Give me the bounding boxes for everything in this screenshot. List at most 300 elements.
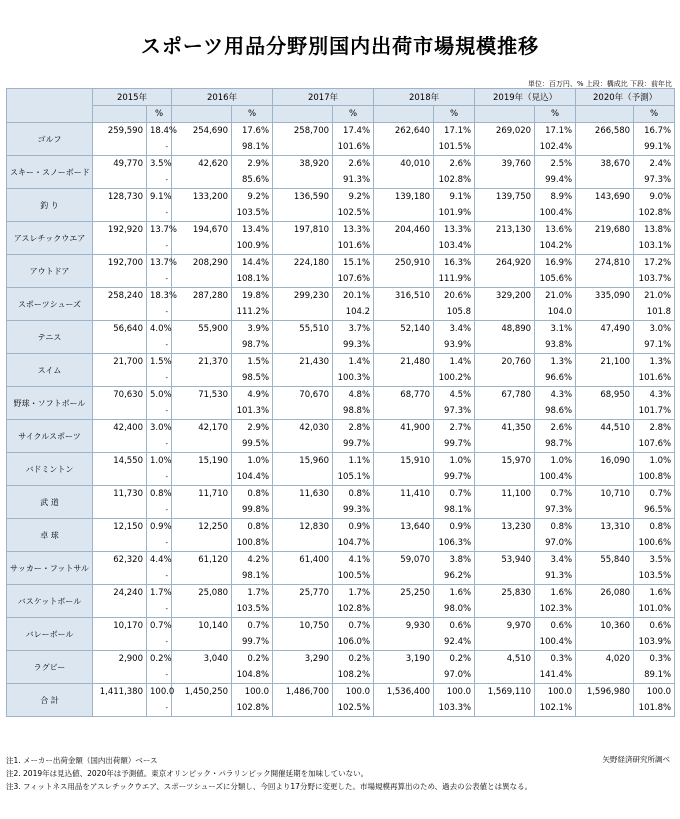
category-name: アウトドア: [7, 255, 93, 288]
market-value: 70,670: [273, 387, 333, 404]
empty-cell: [273, 568, 333, 585]
share-value: 9.0%: [634, 189, 675, 206]
share-value: 17.4%: [333, 123, 374, 140]
market-value: 71,530: [172, 387, 232, 404]
empty-cell: [93, 436, 147, 453]
share-value: 100.0: [434, 684, 475, 701]
yoy-value: 97.0%: [535, 535, 576, 552]
yoy-value: 101.7%: [634, 403, 675, 420]
yoy-value: 104.2: [333, 304, 374, 321]
market-value: 21,370: [172, 354, 232, 371]
market-value: 219,680: [576, 222, 634, 239]
share-value: 17.1%: [535, 123, 576, 140]
yoy-value: 141.4%: [535, 667, 576, 684]
table-row-yoy: [7, 634, 675, 651]
share-value: 2.8%: [333, 420, 374, 437]
empty-cell: [374, 568, 434, 585]
empty-cell: [273, 403, 333, 420]
table-row: [7, 486, 675, 503]
empty-cell: [93, 403, 147, 420]
yoy-value: 100.3%: [333, 370, 374, 387]
market-value: 61,120: [172, 552, 232, 569]
market-value: 194,670: [172, 222, 232, 239]
yoy-value: 96.2%: [434, 568, 475, 585]
pct-subheader: %: [634, 106, 675, 123]
pct-subheader: %: [434, 106, 475, 123]
market-value: 250,910: [374, 255, 434, 272]
share-value: 13.7%: [147, 222, 172, 239]
yoy-value: 96.5%: [634, 502, 675, 519]
share-value: 2.6%: [535, 420, 576, 437]
market-value: 316,510: [374, 288, 434, 305]
yoy-value: 106.3%: [434, 535, 475, 552]
empty-cell: [576, 172, 634, 189]
share-value: 0.8%: [232, 519, 273, 536]
market-value: 128,730: [93, 189, 147, 206]
yoy-value: 101.9%: [434, 205, 475, 222]
market-value: 47,490: [576, 321, 634, 338]
empty-cell: [576, 436, 634, 453]
market-value: 55,840: [576, 552, 634, 569]
yoy-value: 111.2%: [232, 304, 273, 321]
table-row: [7, 255, 675, 272]
yoy-value: 102.1%: [535, 700, 576, 717]
share-value: 2.7%: [434, 420, 475, 437]
market-value: 4,510: [475, 651, 535, 668]
pct-subheader: %: [333, 106, 374, 123]
market-value: 25,830: [475, 585, 535, 602]
empty-cell: [374, 502, 434, 519]
empty-cell: [172, 469, 232, 486]
yoy-value: 91.3%: [535, 568, 576, 585]
empty-cell: [576, 568, 634, 585]
share-value: 15.1%: [333, 255, 374, 272]
market-value: 262,640: [374, 123, 434, 140]
empty-cell: [93, 469, 147, 486]
share-value: 13.7%: [147, 255, 172, 272]
share-value: 1.4%: [333, 354, 374, 371]
share-value: 0.2%: [232, 651, 273, 668]
table-row: [7, 189, 675, 206]
yoy-value: 103.5%: [232, 601, 273, 618]
empty-cell: [374, 139, 434, 156]
table-row: [7, 585, 675, 602]
yoy-value: 97.3%: [634, 172, 675, 189]
source-credit: 矢野経済研究所調べ: [602, 755, 670, 764]
note-3: 注3. フィットネス用品をアスレチックウエア、スポーツシューズに分類し、今回より17分野に変更した。市場規模再算出のため、過去の公表値とは異なる。: [6, 782, 533, 791]
empty-cell: [576, 535, 634, 552]
share-value: 17.2%: [634, 255, 675, 272]
yoy-value: 102.8%: [634, 205, 675, 222]
empty-cell: [374, 667, 434, 684]
market-value: 11,730: [93, 486, 147, 503]
empty-cell: [576, 337, 634, 354]
share-value: 0.8%: [333, 486, 374, 503]
empty-cell: [475, 502, 535, 519]
category-name: テニス: [7, 321, 93, 354]
yoy-value: 102.8%: [333, 601, 374, 618]
table-row-yoy: [7, 205, 675, 222]
market-value: 143,690: [576, 189, 634, 206]
category-name: ラグビー: [7, 651, 93, 684]
empty-cell: [273, 271, 333, 288]
value-subheader: [273, 106, 333, 123]
empty-cell: [172, 667, 232, 684]
category-name: 合 計: [7, 684, 93, 717]
yoy-value: -: [147, 502, 172, 519]
category-name: 野球・ソフトボール: [7, 387, 93, 420]
market-value: 20,760: [475, 354, 535, 371]
empty-cell: [93, 601, 147, 618]
empty-cell: [172, 601, 232, 618]
market-value: 26,080: [576, 585, 634, 602]
market-value: 258,700: [273, 123, 333, 140]
table-row-yoy: [7, 403, 675, 420]
share-value: 3.0%: [634, 321, 675, 338]
share-value: 13.8%: [634, 222, 675, 239]
market-table: [6, 88, 675, 717]
pct-subheader: %: [147, 106, 172, 123]
category-name: 武 道: [7, 486, 93, 519]
table-row: [7, 519, 675, 536]
empty-cell: [475, 634, 535, 651]
category-name: サッカー・フットサル: [7, 552, 93, 585]
yoy-value: -: [147, 634, 172, 651]
table-row: [7, 354, 675, 371]
empty-cell: [374, 205, 434, 222]
table-row-yoy: [7, 535, 675, 552]
empty-cell: [273, 172, 333, 189]
yoy-value: 102.5%: [333, 700, 374, 717]
empty-cell: [273, 370, 333, 387]
table-row: [7, 123, 675, 140]
share-value: 13.6%: [535, 222, 576, 239]
market-value: 133,200: [172, 189, 232, 206]
yoy-value: 104.4%: [232, 469, 273, 486]
empty-cell: [172, 535, 232, 552]
market-value: 53,940: [475, 552, 535, 569]
market-value: 42,400: [93, 420, 147, 437]
market-value: 11,710: [172, 486, 232, 503]
market-value: 254,690: [172, 123, 232, 140]
pct-subheader: %: [535, 106, 576, 123]
category-name: バスケットボール: [7, 585, 93, 618]
yoy-value: 100.4%: [535, 205, 576, 222]
yoy-value: 104.2%: [535, 238, 576, 255]
share-value: 14.4%: [232, 255, 273, 272]
market-value: 11,410: [374, 486, 434, 503]
pct-subheader: %: [232, 106, 273, 123]
table-row: [7, 156, 675, 173]
yoy-value: 105.6%: [535, 271, 576, 288]
market-value: 24,240: [93, 585, 147, 602]
yoy-value: -: [147, 469, 172, 486]
share-value: 100.0: [634, 684, 675, 701]
yoy-value: 100.2%: [434, 370, 475, 387]
market-value: 10,170: [93, 618, 147, 635]
share-value: 0.8%: [232, 486, 273, 503]
market-value: 224,180: [273, 255, 333, 272]
market-value: 10,710: [576, 486, 634, 503]
share-value: 0.9%: [434, 519, 475, 536]
market-value: 3,290: [273, 651, 333, 668]
empty-cell: [374, 271, 434, 288]
market-value: 139,180: [374, 189, 434, 206]
share-value: 0.7%: [333, 618, 374, 635]
empty-cell: [172, 634, 232, 651]
share-value: 0.2%: [434, 651, 475, 668]
share-value: 1.6%: [634, 585, 675, 602]
yoy-value: 96.6%: [535, 370, 576, 387]
category-name: バレーボール: [7, 618, 93, 651]
market-value: 55,900: [172, 321, 232, 338]
yoy-value: 103.1%: [634, 238, 675, 255]
yoy-value: -: [147, 370, 172, 387]
share-value: 3.7%: [333, 321, 374, 338]
share-value: 0.8%: [535, 519, 576, 536]
market-value: 42,030: [273, 420, 333, 437]
yoy-value: -: [147, 271, 172, 288]
share-value: 3.1%: [535, 321, 576, 338]
market-value: 13,310: [576, 519, 634, 536]
market-value: 1,450,250: [172, 684, 232, 701]
share-value: 100.0: [333, 684, 374, 701]
share-value: 0.7%: [535, 486, 576, 503]
share-value: 3.0%: [147, 420, 172, 437]
empty-cell: [576, 370, 634, 387]
yoy-value: -: [147, 337, 172, 354]
category-name: 卓 球: [7, 519, 93, 552]
yoy-value: 97.3%: [535, 502, 576, 519]
yoy-value: 85.6%: [232, 172, 273, 189]
empty-cell: [374, 469, 434, 486]
share-value: 1.3%: [634, 354, 675, 371]
yoy-value: 99.7%: [434, 436, 475, 453]
share-value: 1.0%: [634, 453, 675, 470]
market-value: 68,950: [576, 387, 634, 404]
empty-cell: [475, 667, 535, 684]
empty-cell: [576, 667, 634, 684]
share-value: 3.9%: [232, 321, 273, 338]
share-value: 1.0%: [232, 453, 273, 470]
share-value: 9.1%: [147, 189, 172, 206]
market-value: 266,580: [576, 123, 634, 140]
yoy-value: 89.1%: [634, 667, 675, 684]
table-row: [7, 222, 675, 239]
empty-cell: [93, 502, 147, 519]
yoy-value: 102.3%: [535, 601, 576, 618]
yoy-value: 102.5%: [333, 205, 374, 222]
share-value: 18.3%: [147, 288, 172, 305]
yoy-value: 93.9%: [434, 337, 475, 354]
share-value: 20.1%: [333, 288, 374, 305]
empty-cell: [576, 205, 634, 222]
empty-cell: [475, 568, 535, 585]
market-value: 11,630: [273, 486, 333, 503]
share-value: 0.6%: [634, 618, 675, 635]
yoy-value: 93.8%: [535, 337, 576, 354]
yoy-value: 104.0: [535, 304, 576, 321]
table-row: [7, 321, 675, 338]
share-value: 100.0: [147, 684, 172, 701]
share-value: 3.8%: [434, 552, 475, 569]
market-value: 3,040: [172, 651, 232, 668]
yoy-value: 103.5%: [232, 205, 273, 222]
share-value: 2.6%: [333, 156, 374, 173]
table-row-yoy: [7, 370, 675, 387]
yoy-value: 97.0%: [434, 667, 475, 684]
empty-cell: [273, 634, 333, 651]
market-value: 16,090: [576, 453, 634, 470]
table-row-yoy: [7, 238, 675, 255]
empty-cell: [475, 370, 535, 387]
yoy-value: 102.8%: [434, 172, 475, 189]
share-value: 17.1%: [434, 123, 475, 140]
table-row-yoy: [7, 139, 675, 156]
market-value: 269,020: [475, 123, 535, 140]
market-value: 264,920: [475, 255, 535, 272]
empty-cell: [273, 238, 333, 255]
share-value: 9.1%: [434, 189, 475, 206]
empty-cell: [374, 337, 434, 354]
market-value: 40,010: [374, 156, 434, 173]
empty-cell: [576, 304, 634, 321]
market-value: 10,360: [576, 618, 634, 635]
share-value: 17.6%: [232, 123, 273, 140]
category-name: ゴルフ: [7, 123, 93, 156]
share-value: 4.0%: [147, 321, 172, 338]
empty-cell: [93, 667, 147, 684]
market-value: 9,970: [475, 618, 535, 635]
year-header: 2017年: [273, 89, 374, 106]
yoy-value: 101.8%: [634, 700, 675, 717]
empty-cell: [475, 535, 535, 552]
empty-cell: [273, 535, 333, 552]
share-value: 1.5%: [232, 354, 273, 371]
share-value: 1.0%: [147, 453, 172, 470]
share-value: 4.1%: [333, 552, 374, 569]
empty-cell: [475, 304, 535, 321]
table-row-yoy: [7, 304, 675, 321]
market-value: 48,890: [475, 321, 535, 338]
market-value: 335,090: [576, 288, 634, 305]
share-value: 4.5%: [434, 387, 475, 404]
empty-cell: [374, 436, 434, 453]
share-value: 0.3%: [634, 651, 675, 668]
yoy-value: 91.3%: [333, 172, 374, 189]
empty-cell: [172, 568, 232, 585]
yoy-value: -: [147, 172, 172, 189]
empty-cell: [93, 634, 147, 651]
market-value: 192,920: [93, 222, 147, 239]
empty-cell: [374, 403, 434, 420]
yoy-value: 99.4%: [535, 172, 576, 189]
market-value: 70,630: [93, 387, 147, 404]
share-value: 100.0: [232, 684, 273, 701]
note-1: 注1. メーカー出荷金額（国内出荷額）ベース: [6, 756, 158, 765]
table-row-yoy: [7, 700, 675, 717]
empty-cell: [374, 238, 434, 255]
yoy-value: 99.7%: [333, 436, 374, 453]
empty-cell: [93, 205, 147, 222]
share-value: 3.5%: [147, 156, 172, 173]
yoy-value: 103.5%: [634, 568, 675, 585]
empty-cell: [475, 337, 535, 354]
yoy-value: 98.5%: [232, 370, 273, 387]
yoy-value: 99.7%: [434, 469, 475, 486]
empty-cell: [93, 238, 147, 255]
market-value: 68,770: [374, 387, 434, 404]
market-value: 2,900: [93, 651, 147, 668]
yoy-value: 100.4%: [535, 469, 576, 486]
empty-cell: [475, 700, 535, 717]
empty-cell: [576, 601, 634, 618]
yoy-value: 101.5%: [434, 139, 475, 156]
empty-cell: [374, 304, 434, 321]
yoy-value: 100.4%: [535, 634, 576, 651]
market-value: 208,290: [172, 255, 232, 272]
empty-cell: [93, 139, 147, 156]
empty-cell: [576, 700, 634, 717]
year-header: 2019年（見込）: [475, 89, 576, 106]
market-value: 136,590: [273, 189, 333, 206]
market-value: 61,400: [273, 552, 333, 569]
yoy-value: 108.2%: [333, 667, 374, 684]
empty-cell: [93, 370, 147, 387]
empty-cell: [576, 502, 634, 519]
yoy-value: 102.4%: [535, 139, 576, 156]
share-value: 4.9%: [232, 387, 273, 404]
market-value: 10,750: [273, 618, 333, 635]
yoy-value: 108.1%: [232, 271, 273, 288]
empty-cell: [576, 469, 634, 486]
share-value: 21.0%: [634, 288, 675, 305]
empty-cell: [172, 403, 232, 420]
share-value: 4.3%: [634, 387, 675, 404]
empty-cell: [273, 337, 333, 354]
empty-cell: [576, 403, 634, 420]
yoy-value: 103.4%: [434, 238, 475, 255]
empty-cell: [93, 568, 147, 585]
empty-cell: [475, 139, 535, 156]
market-value: 213,130: [475, 222, 535, 239]
yoy-value: 105.8: [434, 304, 475, 321]
note-2: 注2. 2019年は見込値、2020年は予測値。東京オリンピック・パラリンピック開催延期を加味していない。: [6, 769, 369, 778]
share-value: 0.8%: [147, 486, 172, 503]
yoy-value: 104.7%: [333, 535, 374, 552]
market-value: 204,460: [374, 222, 434, 239]
yoy-value: 100.8%: [232, 535, 273, 552]
yoy-value: 99.8%: [232, 502, 273, 519]
market-value: 15,970: [475, 453, 535, 470]
share-value: 8.9%: [535, 189, 576, 206]
share-value: 1.7%: [232, 585, 273, 602]
share-value: 1.7%: [333, 585, 374, 602]
share-value: 4.4%: [147, 552, 172, 569]
market-value: 192,700: [93, 255, 147, 272]
empty-cell: [172, 139, 232, 156]
market-value: 56,640: [93, 321, 147, 338]
share-value: 2.8%: [634, 420, 675, 437]
empty-cell: [576, 139, 634, 156]
yoy-value: 98.1%: [232, 568, 273, 585]
market-value: 1,536,400: [374, 684, 434, 701]
share-value: 0.7%: [147, 618, 172, 635]
share-value: 5.0%: [147, 387, 172, 404]
market-value: 197,810: [273, 222, 333, 239]
market-value: 259,590: [93, 123, 147, 140]
year-header: 2018年: [374, 89, 475, 106]
